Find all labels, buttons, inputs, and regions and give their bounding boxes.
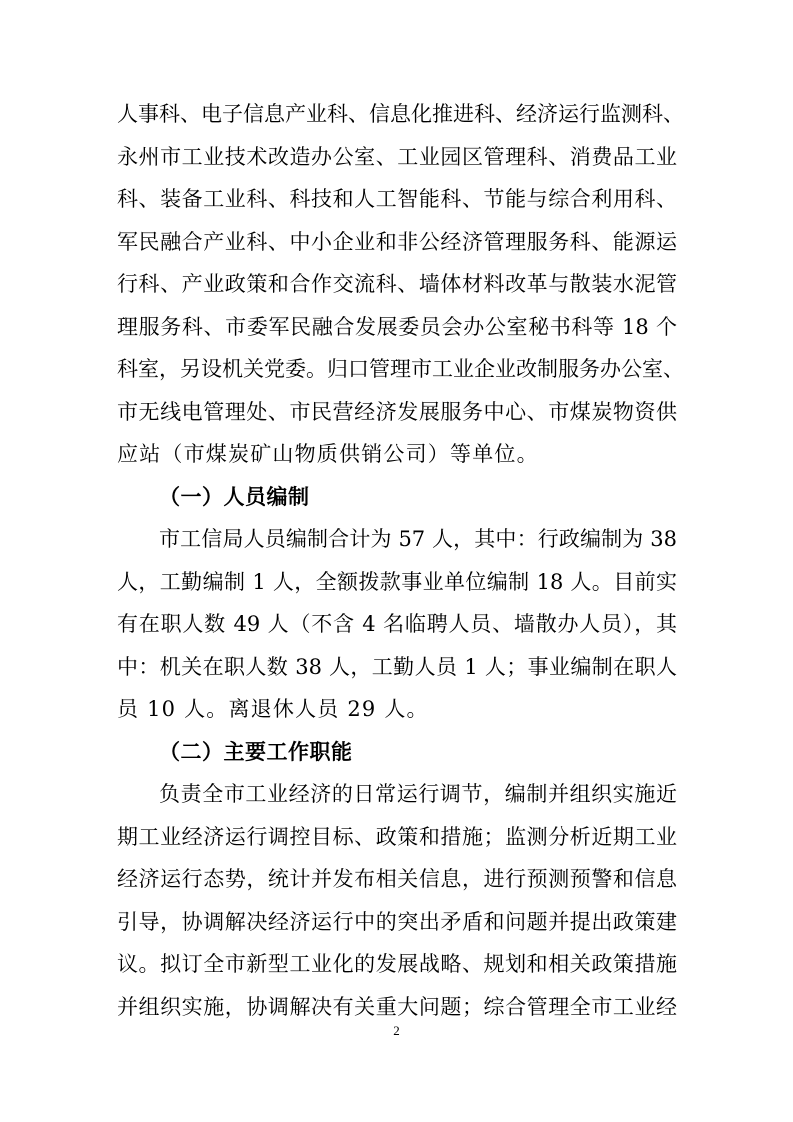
text-line: 有在职人数 49 人（不含 4 名临聘人员、墙散办人员），其 <box>117 612 677 636</box>
text-line: 行科、产业政策和合作交流科、墙体材料改革与散装水泥管 <box>117 272 677 296</box>
text-line: 市无线电管理处、市民营经济发展服务中心、市煤炭物资供 <box>117 399 677 424</box>
page-number: 2 <box>393 1023 400 1038</box>
text-line: 市工信局人员编制合计为 57 人，其中：行政编制为 38 <box>159 527 677 551</box>
text-line: 引导，协调解决经济运行中的突出矛盾和问题并提出政策建 <box>117 909 677 934</box>
section-heading-staffing: （一）人员编制 <box>159 484 310 509</box>
text-line: 应站（市煤炭矿山物质供销公司）等单位。 <box>117 442 539 466</box>
document-body <box>117 93 684 1028</box>
text-line: 科室，另设机关党委。归口管理市工业企业改制服务办公室、 <box>117 357 684 381</box>
section-heading-functions: （二）主要工作职能 <box>159 739 353 764</box>
text-line: 经济运行态势，统计并发布相关信息，进行预测预警和信息 <box>117 867 677 891</box>
text-line: 人事科、电子信息产业科、信息化推进科、经济运行监测科、 <box>117 102 684 126</box>
text-line: 员 10 人。离退休人员 29 人。 <box>117 697 429 721</box>
text-line: 议。拟订全市新型工业化的发展战略、规划和相关政策措施 <box>117 952 677 976</box>
text-line: 科、装备工业科、科技和人工智能科、节能与综合利用科、 <box>117 187 677 211</box>
text-line: 理服务科、市委军民融合发展委员会办公室秘书科等 18 个 <box>117 314 677 339</box>
text-line: 人，工勤编制 1 人，全额拨款事业单位编制 18 人。目前实 <box>117 569 677 594</box>
text-line: 军民融合产业科、中小企业和非公经济管理服务科、能源运 <box>117 229 677 254</box>
text-line: 永州市工业技术改造办公室、工业园区管理科、消费品工业 <box>117 144 677 169</box>
text-line: 负责全市工业经济的日常运行调节，编制并组织实施近 <box>159 782 677 806</box>
paragraph-departments <box>117 93 684 476</box>
paragraph-functions <box>117 773 677 1028</box>
paragraph-staffing <box>117 518 677 731</box>
text-line: 期工业经济运行调控目标、政策和措施；监测分析近期工业 <box>117 824 677 849</box>
text-line: 并组织实施，协调解决有关重大问题；综合管理全市工业经 <box>117 994 677 1019</box>
text-line: 中：机关在职人数 38 人，工勤人员 1 人；事业编制在职人 <box>117 654 677 679</box>
